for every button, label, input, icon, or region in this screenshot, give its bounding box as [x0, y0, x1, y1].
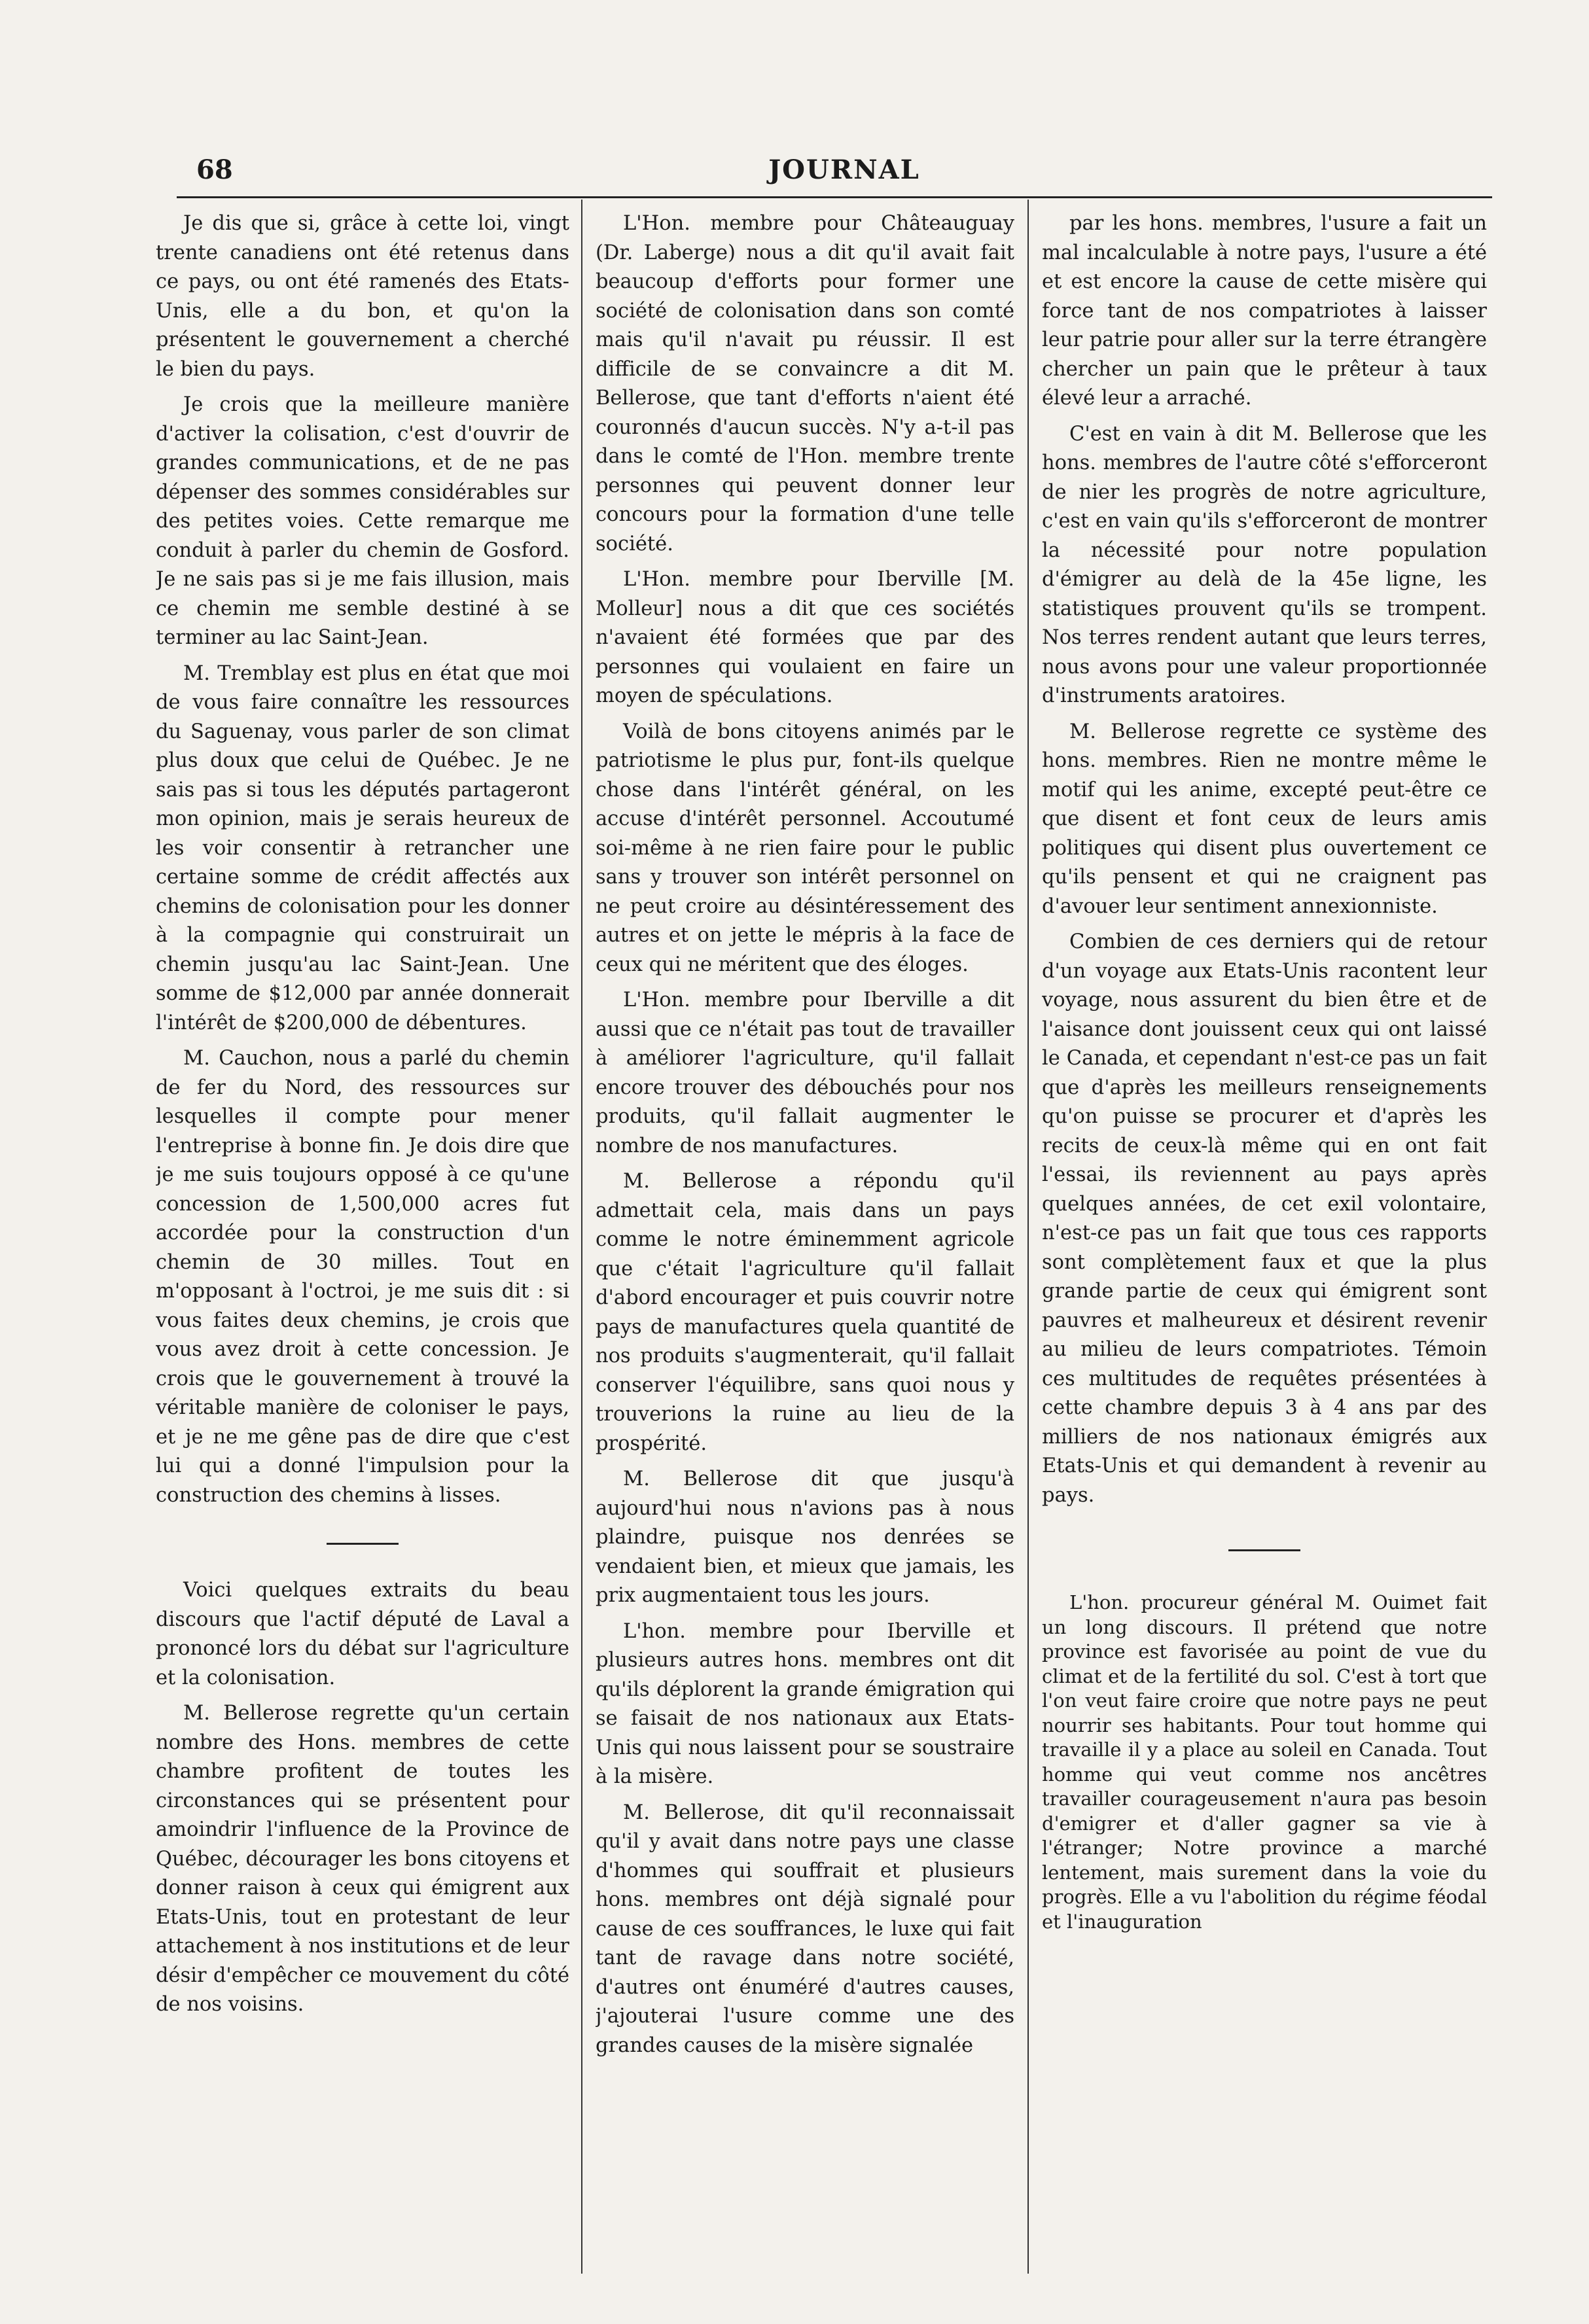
- section-separator: [1228, 1549, 1300, 1551]
- column-rule: [581, 200, 582, 2274]
- running-title: JOURNAL: [768, 154, 920, 185]
- paragraph: Je crois que la meilleure manière d'activer la colisation, c'est d'ouvrir de grandes communications, et de ne pas dépenser des sommes considérables sur des petites voies. Cette remarque me conduit à parler du chemin de Gosford. Je ne sais pas si je me fais illusion, mais ce chemin me semble destiné à se terminer au lac Saint-Jean.: [156, 393, 569, 649]
- page-number: 68: [196, 154, 233, 185]
- paragraph: M. Bellerose dit que jusqu'à aujourd'hui nous n'avions pas à nous plaindre, puisque nos denrées se vendaient bien, et mieux que jamais, les prix augmentaient tous les jours.: [596, 1468, 1014, 1607]
- column-1: [156, 209, 569, 2251]
- paragraph: Voilà de bons citoyens animés par le patriotisme le plus pur, font-ils quelque chose dans l'intérêt général, on les accuse d'intérêt personnel. Accoutumé soi-même à ne rien faire pour le public sans y trouver son intérêt personnel on ne peut croire au désintéressement des autres et on jette le mépris à la face de ceux qui ne méritent que des éloges.: [596, 720, 1014, 976]
- paragraph: M. Tremblay est plus en état que moi de vous faire connaître les ressources du Saguenay, vous parler de son climat plus doux que celui de Québec. Je ne sais pas si tous les députés partageront mon opinion, mais je serais heureux de les voir consentir à retrancher une certaine somme de crédit affectés aux chemins de colonisation pour les donner à la compagnie qui construirait un chemin jusqu'au lac Saint-Jean. Une somme de $12,000 par année donnerait l'intérêt de $200,000 de débentures.: [156, 661, 569, 1034]
- paragraph: Je dis que si, grâce à cette loi, vingt trente canadiens ont été retenus dans ce pays, ou ont été ramenés des Etats-Unis, elle a du bon, et qu'on la présentent le gouvernement a cherché le bien du pays.: [156, 212, 569, 381]
- paragraph: M. Cauchon, nous a parlé du chemin de fer du Nord, des ressources sur lesquelles il compte pour mener l'entreprise à bonne fin. Je dois dire que je me suis toujours opposé à ce qu'une concession de 1,500,000 acres fut accordée pour la construction d'un chemin de 30 milles. Tout en m'opposant à l'octroi, je me suis dit : si vous faites deux chemins, je crois que vous avez droit à cette concession. Je crois que le gouvernement à trouvé la véritable manière de coloniser le pays, et je ne me gêne pas de dire que c'est lui qui a donné l'impulsion pour la construction des chemins à lisses.: [156, 1047, 569, 1507]
- column-rule: [1027, 200, 1029, 2274]
- paragraph: Combien de ces derniers qui de retour d'un voyage aux Etats-Unis racontent leur voyage, nous assurent du bien être et de l'aisance dont jouissent ceux qui ont laissé le Canada, et cependant n'est-ce pas un fait que d'après les meilleurs renseignements qu'on puisse se procurer et d'après les recits de ceux-là même qui en ont fait l'essai, ils reviennent au pays après quelques années, de cet exil volontaire, n'est-ce pas un fait que tous ces rapports sont complètement faux et que la plus grande partie de ceux qui émigrent sont pauvres et malheureux et désirent revenir au milieu de leurs compatriotes. Témoin ces multitudes de requêtes présentées à cette chambre depuis 3 à 4 ans par des milliers de nos nationaux émigrés aux Etats-Unis et qui demandent à revenir au pays.: [1042, 930, 1487, 1507]
- paragraph: L'hon. membre pour Iberville et plusieurs autres hons. membres ont dit qu'ils déplorent la grande émigration qui se faisait de nos nationaux aux Etats-Unis qui nous laissent pour se soustraire à la misère.: [596, 1619, 1014, 1788]
- paragraph: L'Hon. membre pour Iberville [M. Molleur] nous a dit que ces sociétés n'avaient été formées que par des personnes qui voulaient en faire un moyen de spéculations.: [596, 568, 1014, 707]
- paragraph: L'hon. procureur général M. Ouimet fait un long discours. Il prétend que notre province est favorisée au point de vue du climat et de la fertilité du sol. C'est à tort que l'on veut faire croire que notre pays ne peut nourrir ses habitants. Pour tout homme qui travaille il y a place au soleil en Canada. Tout homme qui veut comme nos ancêtres travailler courageusement n'aura pas besoin d'emigrer et d'aller gagner sa vie à l'étranger; Notre province a marché lentement, mais surement dans la voie du progrès. Elle a vu l'abolition du régime féodal et l'inauguration: [1042, 1591, 1487, 1933]
- paragraph: M. Bellerose, dit qu'il reconnaissait qu'il y avait dans notre pays une classe d'hommes qui souffrait et plusieurs hons. membres ont déjà signalé pour cause de ces souffrances, le luxe qui fait tant de ravage dans notre société, d'autres ont énuméré d'autres causes, j'ajouterai l'usure comme une des grandes causes de la misère signalée: [596, 1801, 1014, 2057]
- section-separator: [327, 1543, 399, 1545]
- paragraph: par les hons. membres, l'usure a fait un mal incalculable à notre pays, l'usure a été et est encore la cause de cette misère qui force tant de nos compatriotes à laisser leur patrie pour aller sur la terre étrangère chercher un pain que le prêteur à taux élevé leur a arraché.: [1042, 212, 1487, 410]
- paragraph: L'Hon. membre pour Iberville a dit aussi que ce n'était pas tout de travailler à améliorer l'agriculture, qu'il fallait encore trouver des débouchés pour nos produits, qu'il fallait augmenter le nombre de nos manufactures.: [596, 989, 1014, 1157]
- paragraph: M. Bellerose regrette qu'un certain nombre des Hons. membres de cette chambre profitent de toutes les circonstances qui se présentent pour amoindrir l'influence de la Province de Québec, décourager les bons citoyens et donner raison à ceux qui émigrent aux Etats-Unis, tout en protestant de leur attachement à nos institutions et de leur désir d'empêcher ce mouvement du côté de nos voisins.: [156, 1702, 569, 2016]
- paragraph: M. Bellerose regrette ce système des hons. membres. Rien ne montre même le motif qui les anime, excepté peut-être ce que disent et font ceux de leurs amis politiques qui disent plus ouvertement ce qu'ils pensent et qui ne craignent pas d'avouer leur sentiment annexionniste.: [1042, 720, 1487, 918]
- header-rule: [177, 196, 1492, 198]
- paragraph: L'Hon. membre pour Châteauguay (Dr. Laberge) nous a dit qu'il avait fait beaucoup d'efforts pour former une société de colonisation dans son comté mais qu'il n'avait pu réussir. Il est difficile de se convaincre a dit M. Bellerose, que tant d'efforts n'aient été couronnés d'aucun succès. N'y a-t-il pas dans le comté de l'Hon. membre trente personnes qui peuvent donner leur concours pour la formation d'une telle société.: [596, 212, 1014, 555]
- paragraph: C'est en vain à dit M. Bellerose que les hons. membres de l'autre côté s'efforceront de nier les progrès de notre agriculture, c'est en vain qu'ils s'efforceront de montrer la nécessité pour notre population d'émigrer au delà de la 45e ligne, les statistiques prouvent qu'ils se trompent. Nos terres rendent autant que leurs terres, nous avons pour une valeur proportionnée d'instruments aratoires.: [1042, 422, 1487, 707]
- column-2: [596, 209, 1014, 2251]
- paragraph: M. Bellerose a répondu qu'il admettait cela, mais dans un pays comme le notre éminemment agricole que c'était l'agriculture qu'il fallait d'abord encourager et puis couvrir notre pays de manufactures quela quantité de nos produits s'augmenterait, qu'il fallait conserver l'équilibre, sans quoi nous y trouverions la ruine au lieu de la prospérité.: [596, 1170, 1014, 1455]
- column-3: [1042, 209, 1487, 2251]
- paragraph: Voici quelques extraits du beau discours que l'actif député de Laval a prononcé lors du débat sur l'agriculture et la colonisation.: [156, 1579, 569, 1689]
- page-header: [196, 154, 1492, 194]
